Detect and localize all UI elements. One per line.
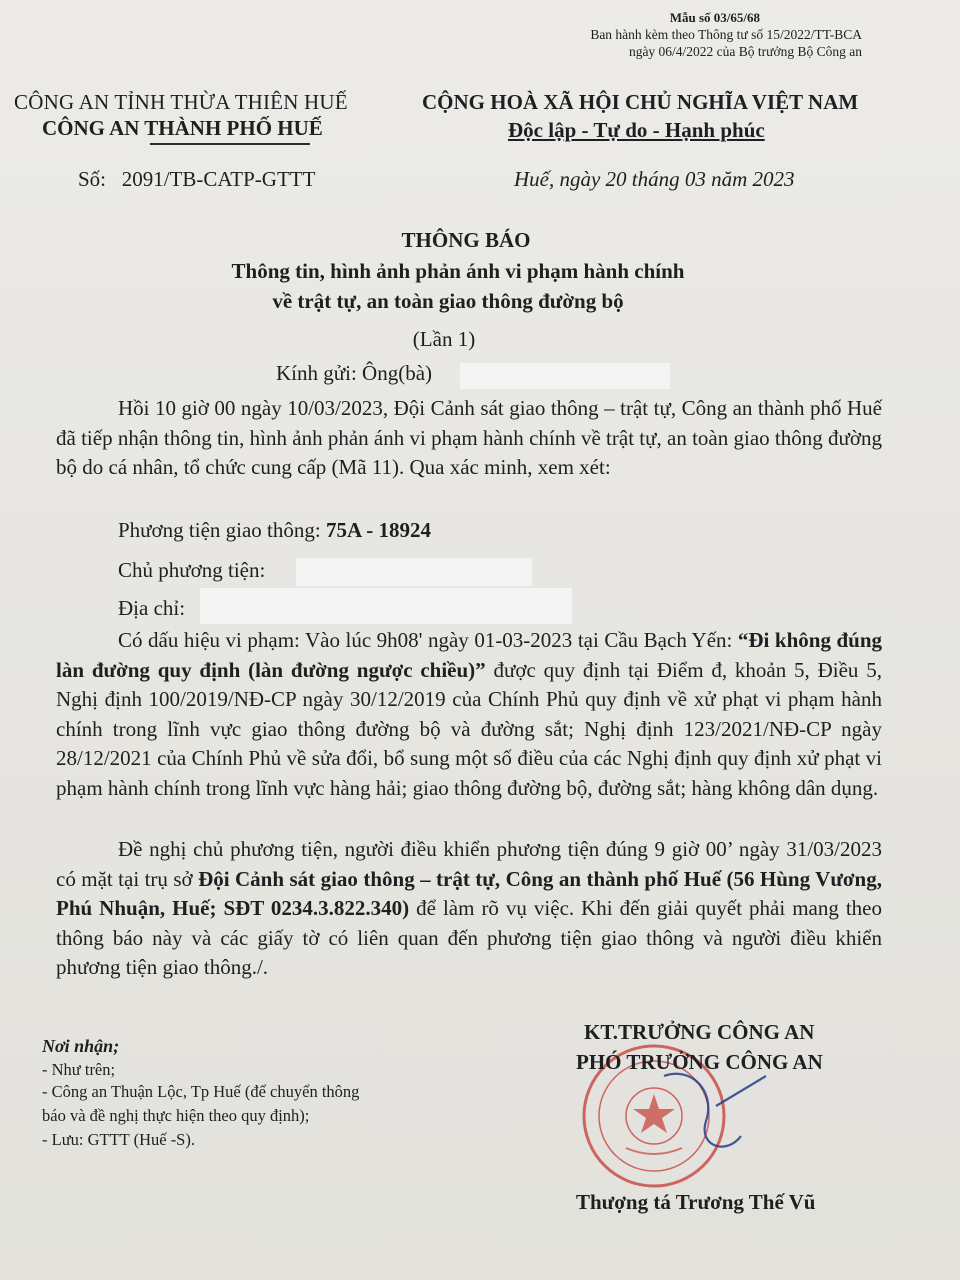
signer-name: Thượng tá Trương Thế Vũ [576, 1190, 816, 1214]
motto: Độc lập - Tự do - Hạnh phúc [508, 118, 765, 142]
document-number-value: 2091/TB-CATP-GTTT [121, 167, 316, 191]
redacted-owner [296, 558, 532, 586]
document-number [78, 167, 315, 192]
nation-name: CỘNG HOÀ XÃ HỘI CHỦ NGHĨA VIỆT NAM [422, 90, 859, 114]
form-number: Mẫu số 03/65/68 [669, 10, 760, 25]
agency-underline [150, 143, 310, 145]
violation-paragraph [56, 626, 882, 803]
form-ref-line-2: ngày 06/4/2022 của Bộ trưởng Bộ Công an [628, 44, 862, 59]
recipient-item-3: - Lưu: GTTT (Huế -S). [42, 1130, 195, 1149]
violation-intro: Có dấu hiệu vi phạm: Vào lúc 9h08' ngày 01-03-2023 tại Cầu Bạch Yến: [118, 628, 738, 652]
greeting: Kính gửi: Ông(bà) [276, 361, 433, 385]
request-paragraph [56, 835, 882, 983]
signature-title-1: KT.TRƯỞNG CÔNG AN [584, 1020, 815, 1044]
recipient-item-2b: báo và đề nghị thực hiện theo quy định); [42, 1106, 310, 1125]
request-intro: Đề nghị chủ phương tiện, người điều khiển phương tiện đúng 9 giờ 00’ ngày 31/03/2023 có mặt tại trụ sở [56, 837, 882, 891]
intro-paragraph: Hồi 10 giờ 00 ngày 10/03/2023, Đội Cảnh sát giao thông – trật tự, Công an thành phố Huế đã tiếp nhận thông tin, hình ảnh phản ánh vi phạm hành chính về trật tự, an toàn giao thông đường bộ do cá nhân, tổ chức cung cấp (Mã 11). Qua xác minh, xem xét: [56, 396, 882, 479]
recipient-item-2a: - Công an Thuận Lộc, Tp Huế (để chuyển thông [42, 1082, 360, 1101]
recipients-label: Nơi nhận; [42, 1036, 120, 1056]
address-label: Địa chỉ: [118, 596, 186, 620]
recipient-item-1: - Như trên; [42, 1060, 116, 1079]
notice-title: THÔNG BÁO [401, 228, 531, 252]
owner-label: Chủ phương tiện: [118, 558, 266, 582]
document-date: Huế, ngày 20 tháng 03 năm 2023 [514, 167, 795, 191]
redacted-recipient [460, 363, 670, 389]
vehicle-line [118, 518, 431, 543]
notice-subtitle-1: Thông tin, hình ảnh phản ánh vi phạm hành chính [231, 259, 685, 283]
agency-name: CÔNG AN THÀNH PHỐ HUẾ [42, 116, 323, 140]
signature-title-2: PHÓ TRƯỞNG CÔNG AN [576, 1050, 823, 1074]
request-location: Đội Cảnh sát giao thông – trật tự, Công an thành phố Huế (56 Hùng Vương, Phú Nhuận, Huế; SĐT 0234.3.822.340) [56, 866, 882, 920]
form-ref-line-1: Ban hành kèm theo Thông tư số 15/2022/TT-BCA [590, 27, 862, 42]
vehicle-label: Phương tiện giao thông: [118, 518, 321, 542]
redacted-address [200, 588, 572, 624]
violation-legal-basis: được quy định tại Điểm đ, khoản 5, Điều 5, Nghị định 100/2019/NĐ-CP ngày 30/12/2019 của Chính Phủ quy định về xử phạt vi phạm hành chính trong lĩnh vực giao thông đường bộ và đường sắt; Nghị định 123/2021/NĐ-CP ngày 28/12/2021 của Chính Phủ về sửa đổi, bổ sung một số điều của các Nghị định quy định xử phạt vi phạm hành chính trong lĩnh vực hàng hải; giao thông đường bộ, đường sắt; hàng không dân dụng. [56, 657, 882, 800]
notice-round: (Lần 1) [412, 327, 476, 351]
notice-subtitle-2: về trật tự, an toàn giao thông đường bộ [272, 289, 624, 313]
agency-parent: CÔNG AN TỈNH THỪA THIÊN HUẾ [14, 90, 348, 114]
violation-description: “Đi không đúng làn đường quy định (làn đường ngược chiều)” [56, 628, 882, 682]
vehicle-plate: 75A - 18924 [325, 518, 431, 542]
document-number-label: Số: [78, 167, 107, 191]
request-closing: để làm rõ vụ việc. Khi đến giải quyết phải mang theo thông báo này và các giấy tờ có liên quan đến phương tiện giao thông và người điều khiển phương tiện giao thông./. [56, 896, 883, 979]
